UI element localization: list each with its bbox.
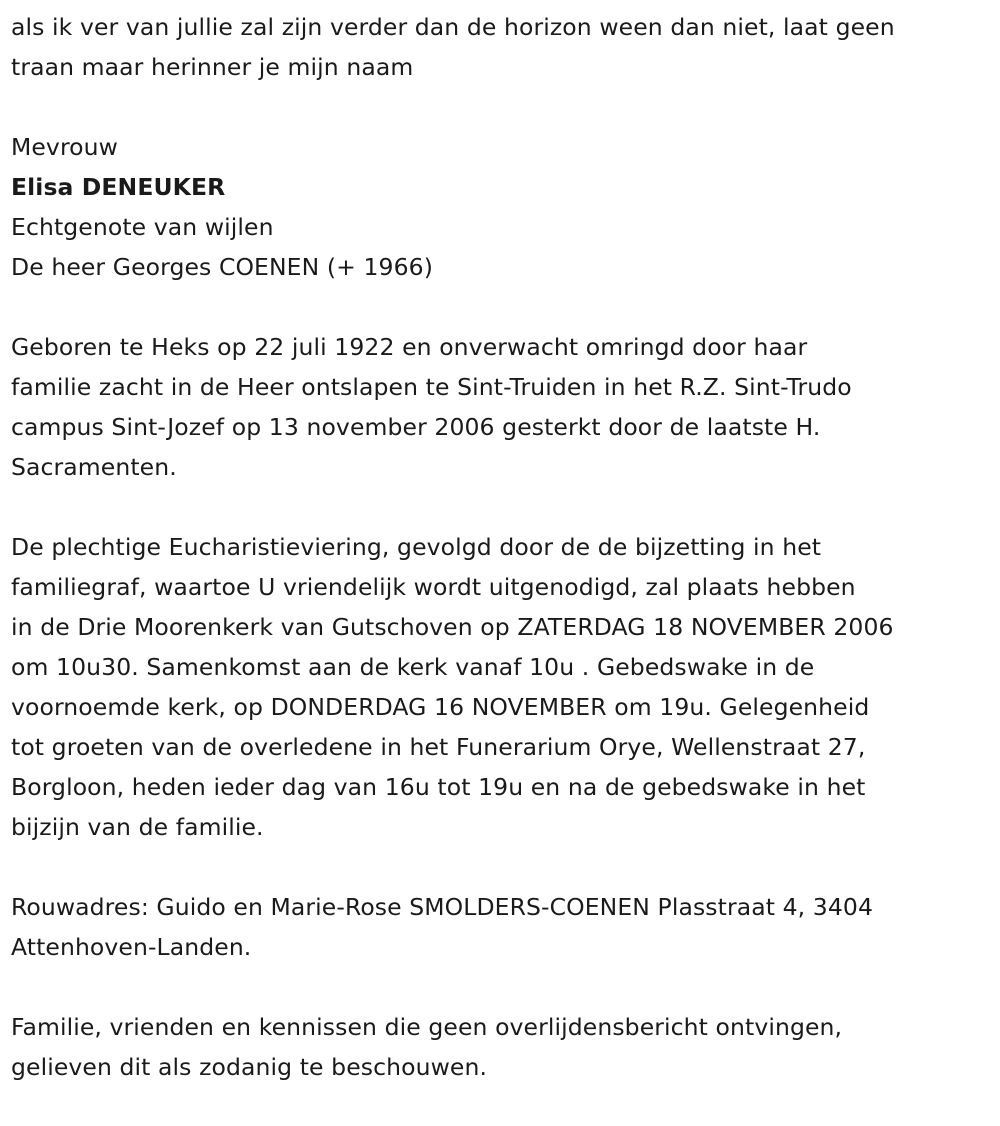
ceremony-paragraph: De plechtige Eucharistieviering, gevolgd door de de bijzetting in het familiegraf, waartoe U vriendelijk wordt uitgenodigd, zal plaats hebben in de Drie Moorenkerk van Gutschoven op ZATERDAG 18 NOVEMBER 2006 om 10u30. Samenkomst aan de kerk vanaf 10u . Gebedswake in de voornoemde kerk, op DONDERDAG 16 NOVEMBER om 19u. Gelegenheid tot groeten van de overledene in het Funerarium Orye, Wellenstraat 27, Borgloon, heden ieder dag van 16u tot 19u en na de gebedswake in het bijzijn van de familie. — [11, 533, 894, 841]
deceased-relation: Echtgenote van wijlen — [11, 213, 274, 241]
spacer — [11, 487, 1000, 527]
mourning-address: Rouwadres: Guido en Marie-Rose SMOLDERS-COENEN Plasstraat 4, 3404 Attenhoven-Landen. — [11, 893, 873, 961]
poem-text: als ik ver van jullie zal zijn verder dan de horizon ween dan niet, laat geen traan maar herinner je mijn naam — [11, 13, 895, 81]
deceased-name: Elisa DENEUKER — [11, 173, 226, 201]
spouse-name: De heer Georges COENEN (+ 1966) — [11, 253, 433, 281]
spacer — [11, 967, 1000, 1007]
spacer — [11, 847, 1000, 887]
spacer — [11, 287, 1000, 327]
closing-paragraph: Familie, vrienden en kennissen die geen overlijdensbericht ontvingen, gelieven dit als zodanig te beschouwen. — [11, 1013, 843, 1081]
deceased-title: Mevrouw — [11, 133, 118, 161]
spacer — [11, 87, 1000, 127]
birth-death-paragraph: Geboren te Heks op 22 juli 1922 en onverwacht omringd door haar familie zacht in de Heer ontslapen te Sint-Truiden in het R.Z. Sint-Trudo campus Sint-Jozef op 13 november 2006 gesterkt door de laatste H. Sacramenten. — [11, 333, 852, 481]
